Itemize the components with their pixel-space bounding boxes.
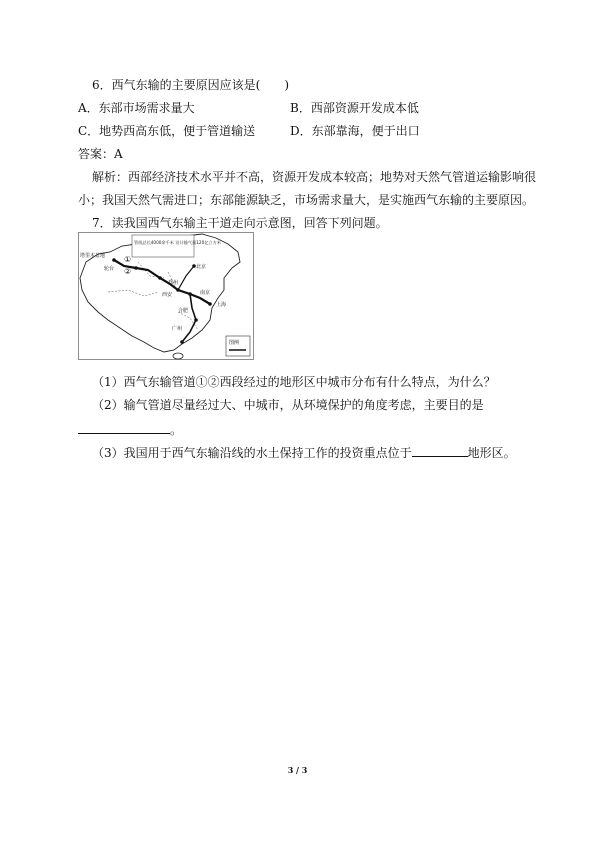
map-label-xian: 西安 [162,292,173,298]
city-node [194,318,198,322]
q7-sub2: （2）输气管道尽量经过大、中城市，从环境保护的角度考虑，主要目的是 [92,398,484,412]
city-node [188,292,192,296]
hainan-island [173,353,183,359]
city-node [112,258,116,262]
q6-answer: 答案：A [78,147,123,161]
map-label-shanghai: 上海 [216,302,227,308]
q7-sub1: （1）西气东输管道①②西段经过的地形区中城市分布有什么特点，为什么？ [92,375,496,389]
map-label-marker2: ② [124,267,132,276]
pipeline-branch-north [178,266,194,290]
city-node [180,340,184,344]
map-label-nanjing: 南京 [200,290,211,296]
city-node [158,276,162,280]
q6-stem: 6．西气东输的主要原因应该是( ) [92,78,289,92]
map-legend-box [226,336,250,356]
q6-analysis-line2: 小；我国天然气需进口；东部能源缺乏，市场需求量大，是实施西气东输的主要原因。 [78,193,535,207]
map-label-beijing: 北京 [196,264,207,270]
pipeline-branch-south [182,294,196,342]
city-node [176,288,180,292]
q6-option-b: B．西部资源开发成本低 [290,101,419,115]
q7-sub3-tail: 地形区。 [467,446,516,460]
map-note-box [132,235,194,257]
map-label-guangzhou: 广州 [172,326,183,332]
map-label-start: 塔里木盆地 [80,253,106,259]
q6-option-a: A．东部市场需求量大 [78,101,195,115]
map-label-luntai: 轮台 [104,266,115,272]
page-number: 3 / 3 [287,765,308,775]
q6-option-d: D．东部靠海，便于出口 [290,124,420,138]
q7-sub2-blank[interactable] [78,421,170,434]
map-label-hefei: 合肥 [178,308,189,314]
q6-option-c: C．地势西高东低，便于管道输送 [78,124,256,138]
q7-sub2-tail: 。 [170,423,183,437]
map-legend-title: 图例 [229,340,240,346]
q7-stem: 7．读我国西气东输主干道走向示意图，回答下列问题。 [92,216,388,230]
q7-sub2-answer-line [78,421,182,437]
q7-sub3-head: （3）我国用于西气东输沿线的水土保持工作的投资重点位于 [92,446,412,460]
map-note-text: 管线总长4000余千米 设计输气量120亿立方米 [134,240,221,245]
city-node [134,266,138,270]
q7-sub3-blank[interactable] [412,444,468,457]
q6-analysis-line1: 解析：西部经济技术水平并不高，资源开发成本较高；地势对天然气管道运输影响很 [92,170,537,184]
q7-sub3 [92,444,516,460]
west-east-gas-pipeline-map [78,232,254,360]
city-node [208,302,212,306]
map-label-marker1: ① [124,255,132,264]
map-label-zhengzhou: 郑州 [168,280,179,286]
